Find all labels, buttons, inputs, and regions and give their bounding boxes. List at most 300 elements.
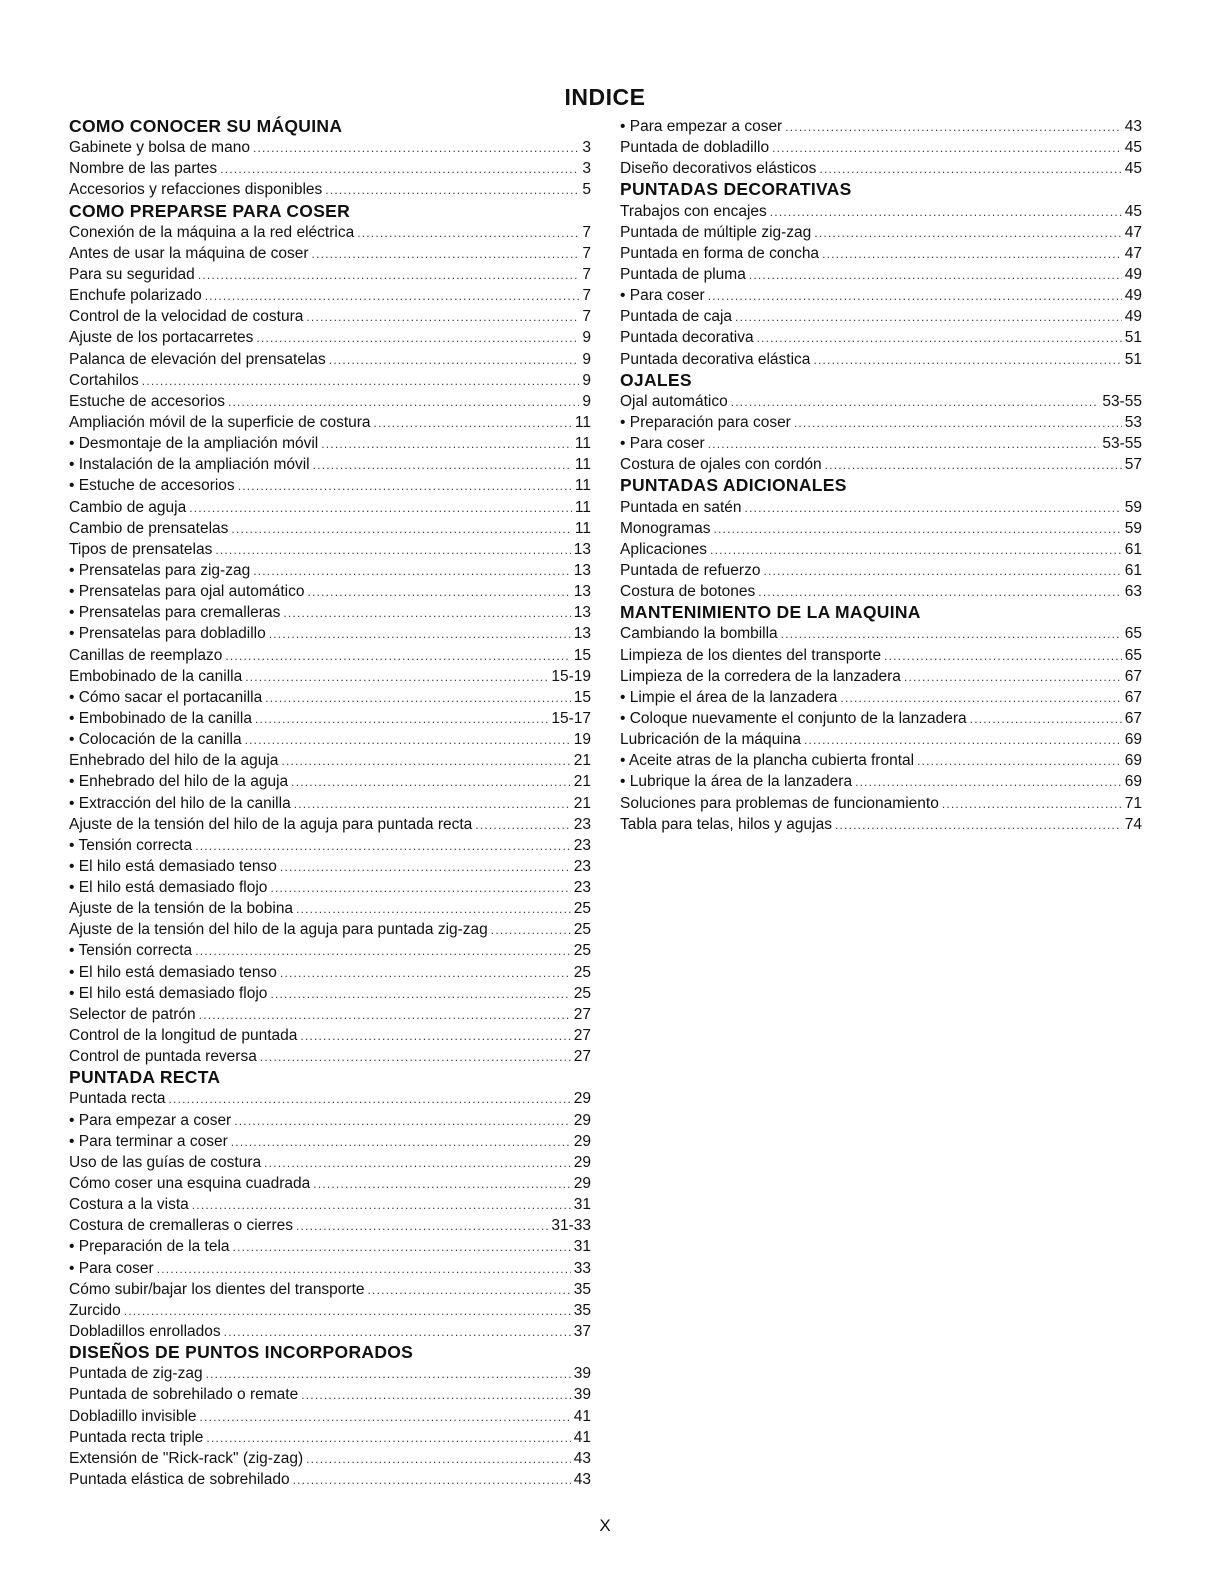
toc-entry (69, 581, 591, 602)
section-heading-text: COMO PREPARSE PARA COSER (69, 200, 351, 221)
toc-entry-page: 21 (573, 752, 591, 770)
toc-entry (69, 433, 591, 454)
toc-entry-label: Enchufe polarizado (69, 287, 202, 305)
dot-leader (253, 138, 579, 159)
dot-leader (192, 1195, 571, 1216)
toc-entry-label: • Preparación para coser (620, 413, 791, 431)
toc-entry-page: 7 (582, 265, 591, 283)
toc-entry-page: 23 (573, 879, 591, 897)
toc-entry-label: Dobladillo invisible (69, 1407, 197, 1425)
toc-entry (69, 1152, 591, 1173)
toc-entry (69, 602, 591, 623)
dot-leader (770, 202, 1122, 223)
toc-entry (620, 560, 1142, 581)
toc-entry (69, 1110, 591, 1131)
toc-entry-label: Costura de botones (620, 583, 756, 601)
dot-leader (206, 1364, 571, 1385)
toc-entry-label: Canillas de reemplazo (69, 646, 223, 664)
toc-entry-page: 11 (574, 413, 591, 431)
dot-leader (855, 772, 1122, 793)
toc-entry (69, 1384, 591, 1405)
toc-entry-label: Control de la longitud de puntada (69, 1027, 298, 1045)
toc-entry-label: Zurcido (69, 1301, 121, 1319)
dot-leader (942, 794, 1122, 815)
toc-entry-page: 33 (573, 1259, 591, 1277)
toc-entry-page: 29 (573, 1090, 591, 1108)
toc-entry-label: • Estuche de accesorios (69, 477, 235, 495)
toc-entry-label: • Lubrique la área de la lanzadera (620, 773, 853, 791)
toc-entry-label: • Para coser (620, 287, 705, 305)
dot-leader (970, 709, 1122, 730)
toc-entry-label: Extensión de "Rick-rack" (zig-zag) (69, 1449, 304, 1467)
toc-entry (620, 497, 1142, 518)
page-number: X (599, 1516, 611, 1535)
dot-leader (835, 815, 1122, 836)
dot-leader (917, 751, 1122, 772)
toc-entry (69, 1363, 591, 1384)
toc-entry-label: • El hilo está demasiado tenso (69, 857, 277, 875)
toc-entry-label: Puntada recta triple (69, 1428, 204, 1446)
toc-entry-page: 53-55 (1102, 392, 1142, 410)
dot-leader (884, 646, 1122, 667)
toc-entry (620, 285, 1142, 306)
toc-entry-label: Nombre de las partes (69, 160, 218, 178)
toc-entry-label: • Para terminar a coser (69, 1132, 228, 1150)
toc-entry (69, 1469, 591, 1490)
toc-entry-label: Para su seguridad (69, 265, 195, 283)
toc-entry (620, 137, 1142, 158)
toc-entry-label: Diseño decorativos elásticos (620, 160, 817, 178)
dot-leader (269, 624, 571, 645)
toc-entry (69, 1173, 591, 1194)
toc-entry (69, 666, 591, 687)
toc-entry-label: Puntada decorativa elástica (620, 350, 811, 368)
section-heading-text: PUNTADAS DECORATIVAS (620, 179, 852, 200)
toc-entry-label: Costura de cremalleras o cierres (69, 1217, 293, 1235)
toc-entry (620, 158, 1142, 179)
toc-entry (69, 179, 591, 200)
toc-entry (69, 327, 591, 348)
dot-leader (708, 434, 1100, 455)
toc-entry-page: 67 (1124, 688, 1142, 706)
toc-entry (69, 729, 591, 750)
toc-entry-page: 23 (573, 815, 591, 833)
dot-leader (313, 1174, 570, 1195)
toc-entry-page: 13 (573, 561, 591, 579)
toc-entry-page: 43 (573, 1471, 591, 1488)
toc-entry-label: Antes de usar la máquina de coser (69, 244, 309, 262)
dot-leader (205, 286, 580, 307)
toc-entry (69, 1236, 591, 1257)
dot-leader (225, 646, 570, 667)
toc-entry (69, 349, 591, 370)
toc-entry-label: Puntada de caja (620, 308, 733, 326)
dot-leader (321, 434, 572, 455)
dot-leader (749, 265, 1122, 286)
dot-leader (265, 688, 571, 709)
dot-leader (224, 1322, 571, 1343)
toc-entry-label: Limpieza de los dientes del transporte (620, 646, 882, 664)
toc-entry-label: Puntada en satén (620, 498, 742, 516)
dot-leader (368, 1280, 571, 1301)
toc-entry-page: 69 (1124, 773, 1142, 791)
dot-leader (357, 223, 579, 244)
section-heading-text: PUNTADAS ADICIONALES (620, 475, 847, 496)
dot-leader (329, 350, 580, 371)
toc-entry-label: • Prensatelas para dobladillo (69, 625, 266, 643)
toc-entry (69, 137, 591, 158)
toc-entry-page: 49 (1124, 308, 1142, 326)
toc-entry-label: Ojal automático (620, 392, 728, 410)
toc-entry (69, 814, 591, 835)
toc-entry-label: • Para coser (620, 435, 705, 453)
toc-entry-page: 47 (1124, 244, 1142, 262)
dot-leader (306, 307, 579, 328)
toc-entry (69, 264, 591, 285)
toc-entry-page: 65 (1124, 646, 1142, 664)
toc-entry-label: • El hilo está demasiado tenso (69, 963, 277, 981)
toc-entry-page: 21 (573, 773, 591, 791)
toc-entry (620, 771, 1142, 792)
toc-entry-page: 9 (582, 329, 591, 347)
toc-entry-label: Embobinado de la canilla (69, 667, 243, 685)
toc-entry-label: • Extracción del hilo de la canilla (69, 794, 291, 812)
toc-entry-label: Costura de ojales con cordón (620, 456, 822, 474)
toc-entry-page: 11 (574, 456, 591, 474)
toc-entry-page: 61 (1124, 540, 1142, 558)
toc-entry-label: • El hilo está demasiado flojo (69, 984, 268, 1002)
toc-entry-page: 13 (573, 604, 591, 622)
toc-entry-page: 11 (574, 435, 591, 453)
page-title: INDICE (564, 84, 646, 110)
toc-entry-label: Costura a la vista (69, 1196, 189, 1214)
toc-entry (620, 666, 1142, 687)
toc-entry (69, 306, 591, 327)
toc-entry (69, 1004, 591, 1025)
dot-leader (195, 836, 571, 857)
dot-leader (307, 582, 570, 603)
toc-entry-page: 43 (1124, 118, 1142, 135)
dot-leader (233, 1237, 571, 1258)
toc-entry-page: 7 (582, 244, 591, 262)
dot-leader (195, 941, 571, 962)
toc-entry-label: • Para coser (69, 1259, 154, 1277)
section-heading (69, 201, 591, 222)
toc-entry (69, 1088, 591, 1109)
toc-entry-label: Control de puntada reversa (69, 1048, 257, 1066)
toc-entry-page: 69 (1124, 752, 1142, 770)
toc-entry-label: Puntada recta (69, 1090, 166, 1108)
toc-entry-label: • Para empezar a coser (620, 118, 783, 135)
toc-entry-page: 27 (573, 1027, 591, 1045)
toc-entry (69, 412, 591, 433)
dot-leader (300, 1026, 570, 1047)
toc-entry (69, 1258, 591, 1279)
toc-entry-label: • Preparación de la tela (69, 1238, 230, 1256)
toc-entry (620, 708, 1142, 729)
toc-entry-label: Puntada elástica de sobrehilado (69, 1471, 290, 1488)
toc-entry-page: 25 (573, 963, 591, 981)
toc-entry-label: • Para empezar a coser (69, 1111, 232, 1129)
toc-entry (620, 116, 1142, 137)
toc-entry-page: 51 (1124, 350, 1142, 368)
toc-entry (69, 962, 591, 983)
toc-entry-page: 67 (1124, 667, 1142, 685)
toc-entry (69, 1448, 591, 1469)
toc-entry (69, 983, 591, 1004)
dot-leader (745, 498, 1122, 519)
toc-entry (620, 327, 1142, 348)
toc-entry-page: 11 (574, 519, 591, 537)
toc-entry-label: Puntada de zig-zag (69, 1365, 203, 1383)
toc-entry-page: 74 (1124, 815, 1142, 833)
toc-entry-label: Limpieza de la corredera de la lanzadera (620, 667, 901, 685)
toc-entry-page: 45 (1124, 139, 1142, 157)
dot-leader (199, 1005, 571, 1026)
toc-entry-label: • Embobinado de la canilla (69, 709, 252, 727)
section-heading (620, 179, 1142, 200)
dot-leader (904, 667, 1122, 688)
toc-entry (69, 1427, 591, 1448)
toc-entry-page: 39 (573, 1386, 591, 1404)
toc-entry-label: Cómo coser una esquina cuadrada (69, 1175, 311, 1193)
dot-leader (280, 857, 571, 878)
toc-entry (620, 623, 1142, 644)
dot-leader (306, 1449, 571, 1470)
dot-leader (296, 1216, 548, 1237)
toc-entry-page: 9 (582, 350, 591, 368)
toc-entry (620, 814, 1142, 835)
toc-entry (69, 708, 591, 729)
toc-entry-page: 7 (582, 308, 591, 326)
toc-entry-page: 25 (573, 921, 591, 939)
section-heading (620, 370, 1142, 391)
toc-entry-page: 19 (573, 731, 591, 749)
toc-entry-label: Accesorios y refacciones disponibles (69, 181, 323, 199)
toc-entry (69, 285, 591, 306)
toc-entry (620, 539, 1142, 560)
toc-entry-page: 45 (1124, 160, 1142, 178)
toc-entry-label: Ajuste de la tensión del hilo de la aguja para puntada recta (69, 815, 473, 833)
toc-entry-label: Uso de las guías de costura (69, 1153, 262, 1171)
toc-entry-page: 15 (573, 646, 591, 664)
toc-entry-page: 31 (573, 1238, 591, 1256)
toc-entry (69, 1215, 591, 1236)
toc-entry-label: • Enhebrado del hilo de la aguja (69, 773, 289, 791)
toc-entry-label: Puntada de refuerzo (620, 561, 761, 579)
toc-entry-label: Ajuste de la tensión del hilo de la aguja para puntada zig-zag (69, 921, 488, 939)
toc-entry (620, 222, 1142, 243)
toc-entry-label: • Instalación de la ampliación móvil (69, 456, 310, 474)
toc-entry (620, 349, 1142, 370)
dot-leader (296, 899, 571, 920)
dot-leader (283, 603, 570, 624)
toc-entry-page: 15-19 (551, 667, 591, 685)
toc-entry-label: Monogramas (620, 519, 711, 537)
toc-entry-page: 21 (573, 794, 591, 812)
toc-entry-label: • Desmontaje de la ampliación móvil (69, 435, 319, 453)
dot-leader (781, 624, 1122, 645)
toc-entry-page: 29 (573, 1132, 591, 1150)
dot-leader (822, 244, 1122, 265)
toc-entry-page: 31 (573, 1196, 591, 1214)
toc-entry-page: 51 (1124, 329, 1142, 347)
toc-entry-page: 29 (573, 1153, 591, 1171)
section-heading-text: PUNTADA RECTA (69, 1067, 221, 1088)
toc-entry (620, 729, 1142, 750)
dot-leader (840, 688, 1121, 709)
section-heading (620, 602, 1142, 623)
dot-leader (253, 561, 571, 582)
toc-entry-page: 29 (573, 1111, 591, 1129)
toc-entry-page: 59 (1124, 498, 1142, 516)
toc-entry-page: 41 (573, 1407, 591, 1425)
toc-entry-page: 59 (1124, 519, 1142, 537)
toc-entry-label: • Tensión correcta (69, 836, 193, 854)
dot-leader (245, 730, 571, 751)
toc-entry-label: Selector de patrón (69, 1005, 196, 1023)
toc-entry-page: 29 (573, 1175, 591, 1193)
toc-entry-label: • Coloque nuevamente el conjunto de la lanzadera (620, 709, 967, 727)
toc-entry (69, 560, 591, 581)
toc-entry-label: Cambio de prensatelas (69, 519, 229, 537)
toc-entry-label: Ajuste de la tensión de la bobina (69, 900, 294, 918)
toc-entry-label: Estuche de accesorios (69, 392, 225, 410)
dot-leader (234, 1111, 571, 1132)
toc-entry (620, 454, 1142, 475)
toc-entry-label: Puntada en forma de concha (620, 244, 820, 262)
toc-entry (69, 1321, 591, 1342)
toc-entry-label: Puntada de múltiple zig-zag (620, 223, 812, 241)
toc-entry-page: 31-33 (551, 1217, 591, 1235)
toc-entry (620, 306, 1142, 327)
dot-leader (313, 455, 572, 476)
dot-leader (142, 371, 580, 392)
toc-entry-label: • El hilo está demasiado flojo (69, 879, 268, 897)
toc-entry-label: Puntada de dobladillo (620, 139, 770, 157)
toc-entry-page: 71 (1124, 794, 1142, 812)
toc-entry-label: Enhebrado del hilo de la aguja (69, 752, 279, 770)
toc-entry-page: 35 (573, 1280, 591, 1298)
toc-entry (69, 623, 591, 644)
toc-entry (620, 581, 1142, 602)
toc-entry-label: Cambio de aguja (69, 498, 187, 516)
toc-entry-page: 61 (1124, 561, 1142, 579)
toc-entry (69, 856, 591, 877)
toc-entry-label: Aplicaciones (620, 540, 708, 558)
toc-entry-label: Tabla para telas, hilos y agujas (620, 815, 832, 833)
dot-leader (294, 794, 571, 815)
dot-leader (280, 963, 571, 984)
dot-leader (374, 413, 572, 434)
dot-leader (804, 730, 1122, 751)
toc-entry-page: 9 (582, 392, 591, 410)
toc-entry-page: 67 (1124, 709, 1142, 727)
toc-entry-page: 39 (573, 1365, 591, 1383)
toc-entry-label: • Limpie el área de la lanzadera (620, 688, 838, 706)
dot-leader (794, 413, 1122, 434)
toc-entry (69, 687, 591, 708)
dot-leader (757, 328, 1122, 349)
dot-leader (325, 180, 579, 201)
toc-right-column (620, 116, 1142, 835)
dot-leader (735, 307, 1122, 328)
toc-entry (620, 201, 1142, 222)
toc-entry (69, 1046, 591, 1067)
toc-entry-page: 65 (1124, 625, 1142, 643)
toc-entry-page: 13 (573, 540, 591, 558)
dot-leader (231, 1132, 571, 1153)
toc-entry (69, 940, 591, 961)
toc-entry-label: Conexión de la máquina a la red eléctrica (69, 223, 355, 241)
section-heading-text: DISEÑOS DE PUNTOS INCORPORADOS (69, 1342, 414, 1363)
toc-entry (69, 645, 591, 666)
dot-leader (312, 244, 580, 265)
toc-entry (69, 1406, 591, 1427)
dot-leader (124, 1301, 571, 1322)
toc-entry-page: 7 (582, 287, 591, 305)
toc-entry (69, 370, 591, 391)
dot-leader (785, 117, 1122, 138)
toc-entry (69, 1025, 591, 1046)
toc-entry-page: 11 (574, 477, 591, 495)
section-heading (620, 475, 1142, 496)
toc-entry-page: 15 (573, 688, 591, 706)
toc-entry-label: Lubricación de la máquina (620, 731, 801, 749)
toc-entry-label: Control de la velocidad de costura (69, 308, 304, 326)
toc-entry (69, 1131, 591, 1152)
toc-entry-label: Dobladillos enrollados (69, 1323, 221, 1341)
toc-entry-page: 27 (573, 1048, 591, 1066)
dot-leader (256, 328, 579, 349)
dot-leader (763, 561, 1121, 582)
toc-entry-label: • Prensatelas para zig-zag (69, 561, 251, 579)
dot-leader (713, 519, 1121, 540)
toc-entry-label: Ajuste de los portacarretes (69, 329, 254, 347)
toc-entry (620, 433, 1142, 454)
dot-leader (245, 667, 548, 688)
toc-entry (620, 412, 1142, 433)
dot-leader (293, 1470, 571, 1491)
dot-leader (189, 498, 572, 519)
toc-entry (69, 1194, 591, 1215)
toc-entry-page: 53 (1124, 413, 1142, 431)
toc-entry-page: 35 (573, 1301, 591, 1319)
toc-entry (69, 539, 591, 560)
toc-entry-page: 41 (573, 1428, 591, 1446)
toc-entry-label: Cómo subir/bajar los dientes del transporte (69, 1280, 365, 1298)
section-heading (69, 116, 591, 137)
section-heading-text: MANTENIMIENTO DE LA MAQUINA (620, 602, 921, 623)
toc-entry (69, 475, 591, 496)
toc-entry-page: 7 (582, 223, 591, 241)
dot-leader (475, 815, 570, 836)
toc-entry-page: 49 (1124, 287, 1142, 305)
toc-entry-label: Trabajos con encajes (620, 202, 767, 220)
toc-entry-label: Puntada decorativa (620, 329, 754, 347)
toc-entry-label: • Prensatelas para ojal automático (69, 583, 305, 601)
toc-entry (69, 454, 591, 475)
dot-leader (206, 1428, 570, 1449)
toc-entry (620, 793, 1142, 814)
toc-entry-page: 57 (1124, 456, 1142, 474)
toc-entry-page: 5 (582, 181, 591, 199)
dot-leader (710, 540, 1122, 561)
toc-entry-label: • Prensatelas para cremalleras (69, 604, 281, 622)
toc-entry-label: Cortahilos (69, 371, 139, 389)
toc-entry-label: Palanca de elevación del prensatelas (69, 350, 326, 368)
toc-entry-page: 49 (1124, 265, 1142, 283)
